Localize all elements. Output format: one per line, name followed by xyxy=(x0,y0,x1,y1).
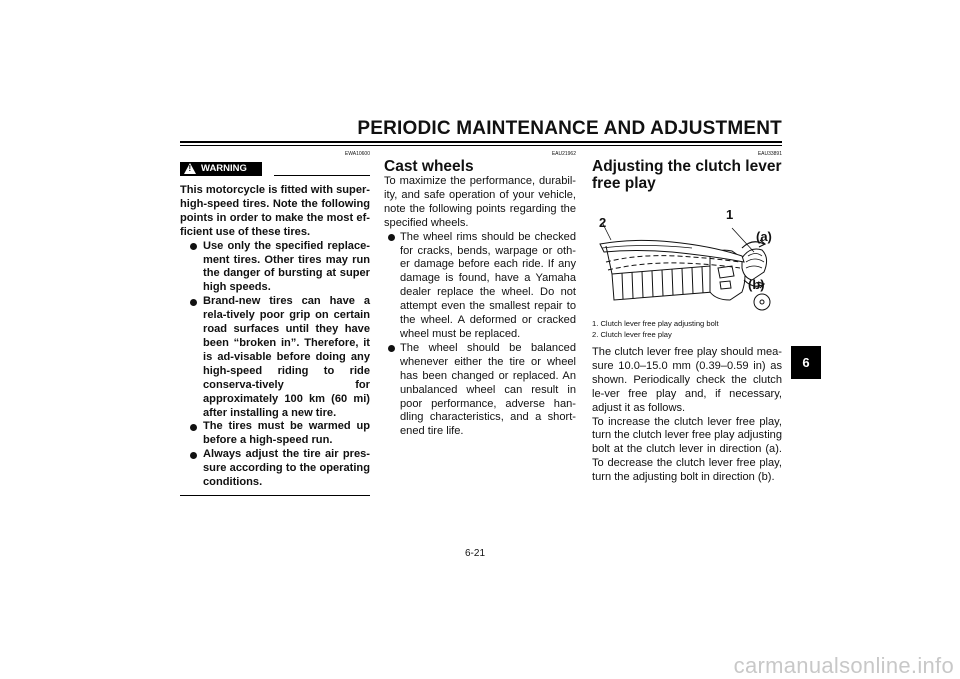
caption-1: 1. Clutch lever free play adjusting bolt xyxy=(592,319,719,328)
cast-wheels-item-text: The wheel rims should be checked for cracks, bends, warpage or oth-er damage before each ride. If any damage is found, have a Yamaha dealer replace the wheel. Do not attempt even the smallest repair to the wheel. A deformed or cracked wheel must be replaced. xyxy=(400,230,576,340)
clutch-column xyxy=(592,150,782,485)
warning-item-text: Always adjust the tire air pres-sure according to the operating conditions. xyxy=(203,448,370,489)
bullet-icon xyxy=(190,424,197,431)
warning-intro: This motorcycle is fitted with super-high-speed tires. Note the following points in order to make the most ef-ficient use of these tires. xyxy=(180,184,370,238)
bullet-icon xyxy=(190,243,197,250)
page-title: PERIODIC MAINTENANCE AND ADJUSTMENT xyxy=(357,118,782,139)
page-number: 6-21 xyxy=(465,548,486,559)
warning-header xyxy=(180,162,370,184)
warning-item xyxy=(180,240,370,296)
warning-item xyxy=(180,420,370,448)
clutch-code: EAU33891 xyxy=(757,151,782,157)
clutch-lever-figure xyxy=(592,196,782,316)
chapter-tab: 6 xyxy=(791,346,821,379)
cast-wheels-list xyxy=(384,231,576,440)
cast-wheels-item-text: The wheel should be balanced whenever either the tire or wheel has been changed or replaced. An unbalanced wheel can result in poor performance, adverse han-dling characteristics, and a short-ened tire life. xyxy=(400,341,576,438)
warning-code: EWA10600 xyxy=(344,151,370,157)
warning-item xyxy=(180,448,370,490)
warning-label: WARNING xyxy=(201,163,247,174)
cast-wheels-heading: Cast wheels xyxy=(384,158,474,175)
caption-2: 2. Clutch lever free play xyxy=(592,330,672,339)
warning-item-text: Brand-new tires can have a rela-tively poor grip on certain road surfaces until they have been “broken in”. Therefore, it is ad-visable before doing any high-speed riding to ride conserva-tively for approximately 100 km (60 mi) after installing a new tire. xyxy=(203,295,370,419)
bullet-icon xyxy=(388,234,395,241)
warning-rule xyxy=(274,175,370,176)
header-rule-thin xyxy=(180,145,782,146)
cast-wheels-intro: To maximize the performance, durabil-ity, and safe operation of your vehicle, note the following points regarding the specified wheels. xyxy=(384,175,576,229)
warning-item xyxy=(180,295,370,420)
clutch-paragraph-2: To increase the clutch lever free play, turn the clutch lever free play adjusting bolt at the clutch lever in direction (a). To decrease the clutch lever free play, turn the adjusting bolt in direction (b). xyxy=(592,415,782,484)
cast-wheels-item xyxy=(384,231,576,342)
cast-wheels-item xyxy=(384,342,576,439)
cast-wheels-column xyxy=(384,150,576,439)
warning-item-text: Use only the specified replace-ment tires. Other tires may run the danger of bursting at super high speeds. xyxy=(203,239,370,294)
cast-wheels-code: EAU21962 xyxy=(551,151,576,157)
warning-badge xyxy=(180,162,262,176)
warning-column xyxy=(180,150,370,496)
footer-watermark: carmanualsonline.info xyxy=(733,653,954,678)
bullet-icon xyxy=(388,345,395,352)
clutch-heading: Adjusting the clutch lever free play xyxy=(592,158,782,192)
bullet-icon xyxy=(190,299,197,306)
figure-captions xyxy=(592,318,782,340)
bullet-icon xyxy=(190,452,197,459)
warning-end-rule xyxy=(180,495,370,496)
figure-label-1: 1 xyxy=(726,207,734,222)
clutch-paragraph-1: The clutch lever free play should mea-sure 10.0–15.0 mm (0.39–0.59 in) as shown. Periodically check the clutch le-ver free play and, if necessary, adjust it as follows. xyxy=(592,346,782,414)
exclamation-icon: ! xyxy=(188,164,192,173)
figure-label-a: (a) xyxy=(756,229,772,244)
warning-item-text: The tires must be warmed up before a high-speed run. xyxy=(203,420,370,447)
clutch-lever-illustration xyxy=(592,196,782,316)
warning-list xyxy=(180,240,370,490)
figure-label-b: (b) xyxy=(748,277,765,292)
figure-label-2: 2 xyxy=(599,215,607,230)
header-rule xyxy=(180,141,782,143)
